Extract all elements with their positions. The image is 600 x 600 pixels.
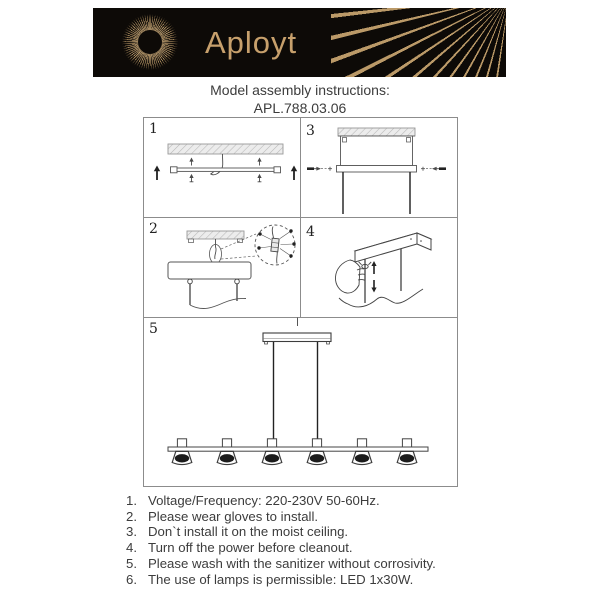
list-item [117, 509, 495, 525]
connector-detail-circle [255, 225, 296, 265]
bar-clip-left [171, 167, 178, 173]
list-item [117, 493, 495, 509]
bar-clip-right [274, 167, 281, 173]
rays-icon [331, 8, 506, 77]
item-text: Turn off the power before cleanout. [148, 540, 353, 556]
panel-5-label: 5 [149, 321, 158, 337]
heading-block [0, 82, 600, 116]
panel-4-label: 4 [306, 224, 315, 240]
panel-1-label: 1 [149, 121, 158, 137]
item-text: The use of lamps is permissible: LED 1x30W. [148, 571, 414, 587]
list-item [117, 572, 495, 588]
spotlight-1 [172, 439, 192, 465]
item-number: 1. [126, 493, 137, 508]
model-number: APL.788.03.06 [253, 100, 347, 116]
spotlight-2 [217, 439, 237, 465]
brand-logo-text: Aployt [205, 24, 298, 60]
panel-5-diagram [168, 318, 428, 465]
panel-2-diagram [168, 225, 296, 309]
item-number: 5. [126, 555, 137, 571]
instruction-grid [143, 117, 458, 487]
up-down-arrow-icons [371, 261, 376, 293]
spotlight-5 [352, 439, 372, 465]
item-number: 6. [126, 571, 137, 587]
list-item [117, 540, 495, 556]
side-screw-right [421, 167, 446, 171]
ceiling-hatch [187, 231, 244, 239]
panel-1-diagram [154, 144, 297, 182]
panel-2-label: 2 [149, 221, 158, 237]
spotlight-6 [397, 439, 417, 465]
ceiling-hatch [338, 128, 415, 136]
item-text: Please wear gloves to install. [148, 508, 319, 524]
canopy-base-bar [337, 166, 417, 173]
item-text: Voltage/Frequency: 220-230V 50-60Hz. [148, 493, 380, 508]
eyelet-left [188, 279, 193, 284]
page-title: Model assembly instructions: [210, 82, 390, 98]
mounting-bar [174, 168, 277, 171]
item-number: 4. [126, 540, 137, 556]
panel-3-diagram [307, 128, 446, 214]
ceiling-hatch [168, 144, 283, 154]
eyelet-right [235, 279, 240, 284]
spotlight-4 [307, 439, 327, 465]
spotlight-3 [262, 439, 282, 465]
wire-curl [215, 247, 216, 259]
terminal-block [271, 238, 279, 252]
item-number: 2. [126, 508, 137, 524]
canopy-box [341, 136, 413, 166]
panel-4-diagram [335, 233, 431, 307]
list-item [117, 556, 495, 572]
canopy-body [168, 262, 251, 279]
hand-icon [335, 260, 365, 293]
panel-3-label: 3 [306, 123, 315, 139]
item-text: Don`t install it on the moist ceiling. [148, 524, 349, 540]
item-text: Please wash with the sanitizer without corrosivity. [148, 555, 436, 571]
brand-banner [93, 8, 506, 77]
fixture-3d-box [355, 233, 431, 262]
list-item [117, 524, 495, 540]
instruction-list [117, 493, 495, 587]
side-screw-left [307, 167, 332, 171]
slack-cord [190, 298, 246, 308]
sunburst-core [138, 30, 162, 54]
item-number: 3. [126, 524, 137, 540]
fixture-bar [168, 447, 428, 451]
